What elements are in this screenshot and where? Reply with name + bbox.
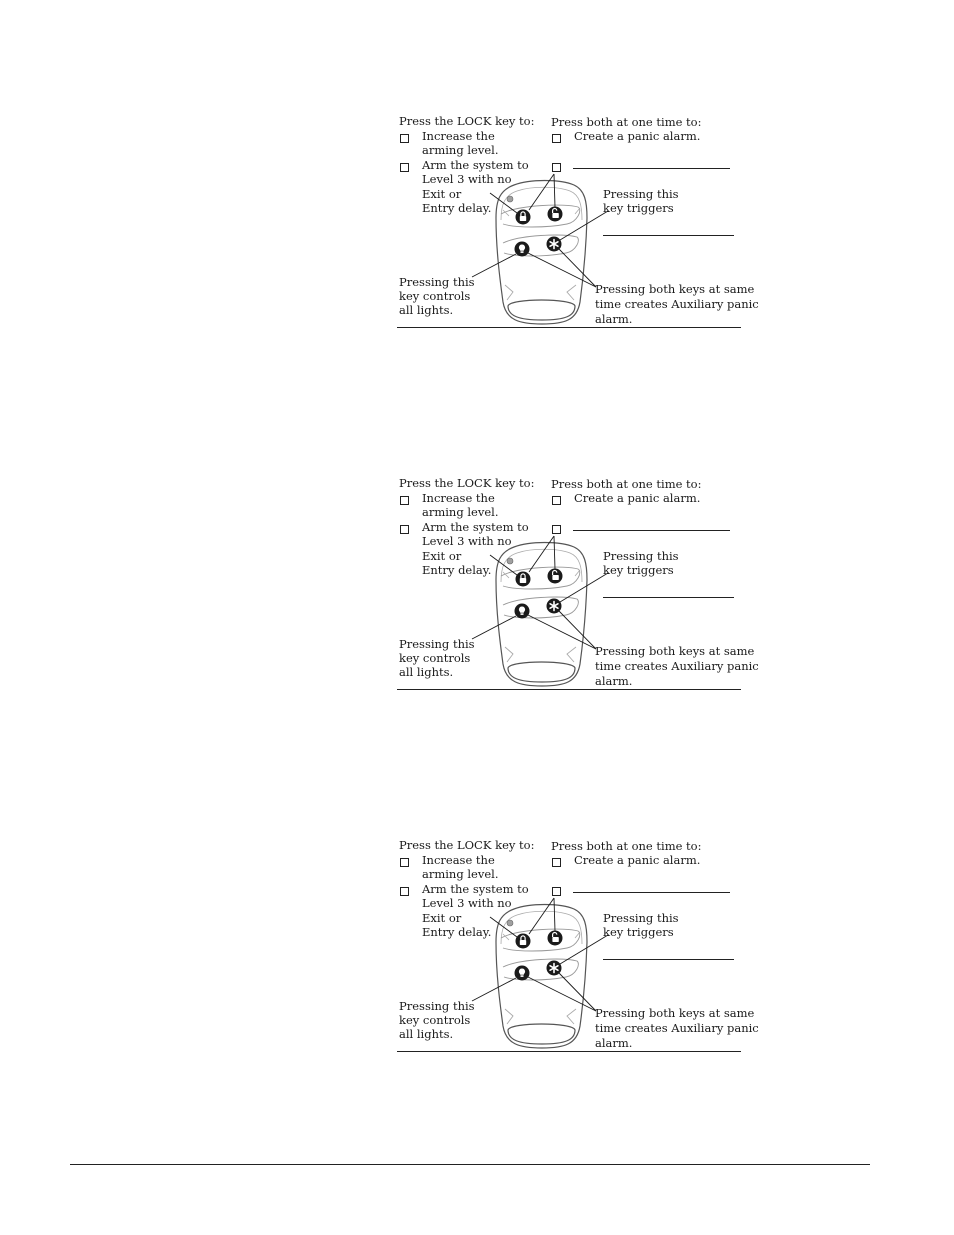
leader-both-to-lock <box>529 898 554 934</box>
leader-aux-to-light <box>528 253 596 287</box>
light-caption-line-3: all lights. <box>399 1027 454 1041</box>
right-groove <box>567 285 576 300</box>
star-caption-line-2: key triggers <box>603 201 674 215</box>
leader-both-to-lock <box>529 174 554 210</box>
star-caption-line-1: Pressing this <box>603 549 679 563</box>
lock-option-1-line-2: arming level. <box>422 143 499 157</box>
lock-option-2-line-3: Exit or <box>422 549 462 563</box>
aux-caption-line-2: time creates Auxiliary panic <box>595 659 759 673</box>
aux-caption-line-1: Pressing both keys at same <box>595 1006 755 1020</box>
lock-option-2-line-1: Arm the system to <box>422 158 529 172</box>
lock-option-2-line-3: Exit or <box>422 187 462 201</box>
lock-option-2-line-4: Entry delay. <box>422 925 492 939</box>
key-fob-diagram-3 <box>397 834 759 1052</box>
star-caption-line-2: key triggers <box>603 925 674 939</box>
leader-both-to-unlock <box>554 174 555 207</box>
lower-button-band <box>503 235 578 256</box>
led-indicator <box>507 558 513 564</box>
leader-aux-to-light <box>528 615 596 649</box>
key-ring-slot <box>508 300 575 320</box>
panel-bottom-rule <box>397 1051 741 1052</box>
leader-aux-to-star <box>559 611 596 649</box>
led-indicator <box>507 196 513 202</box>
light-bulb-icon <box>515 604 530 619</box>
lower-button-band <box>503 597 578 618</box>
key-fob-diagram-2 <box>397 472 759 690</box>
lock-option-1-line-1: Increase the <box>422 129 495 143</box>
leader-star <box>560 573 608 602</box>
left-groove <box>505 647 513 662</box>
unlock-icon <box>548 931 563 946</box>
key-fob-drawing <box>397 834 741 1052</box>
both-heading: Press both at one time to: <box>551 839 702 853</box>
aux-caption-line-2: time creates Auxiliary panic <box>595 297 759 311</box>
lock-heading: Press the LOCK key to: <box>399 476 535 490</box>
aux-caption-line-1: Pressing both keys at same <box>595 644 755 658</box>
leader-star <box>560 211 608 240</box>
lock-option-1-line-2: arming level. <box>422 505 499 519</box>
upper-button-band <box>501 205 580 227</box>
leader-star <box>560 935 608 964</box>
key-fob-drawing <box>397 110 741 328</box>
aux-caption-line-3: alarm. <box>595 674 633 688</box>
lock-option-2-line-4: Entry delay. <box>422 563 492 577</box>
aux-caption-line-3: alarm. <box>595 312 633 326</box>
light-bulb-icon <box>515 966 530 981</box>
both-option-1: Create a panic alarm. <box>574 853 701 867</box>
star-caption-line-1: Pressing this <box>603 911 679 925</box>
star-caption-line-2: key triggers <box>603 563 674 577</box>
leader-aux-to-star <box>559 973 596 1011</box>
lock-icon <box>516 572 531 587</box>
lock-option-2-line-1: Arm the system to <box>422 520 529 534</box>
light-caption-line-3: all lights. <box>399 665 454 679</box>
right-groove <box>567 1009 576 1024</box>
light-caption-line-2: key controls <box>399 289 471 303</box>
key-ring-slot <box>508 662 575 682</box>
page-footer-rule <box>70 1164 870 1165</box>
both-heading: Press both at one time to: <box>551 115 702 129</box>
aux-caption-line-3: alarm. <box>595 1036 633 1050</box>
lock-icon <box>516 210 531 225</box>
unlock-icon <box>548 569 563 584</box>
lock-option-2-line-2: Level 3 with no <box>422 896 512 910</box>
light-caption-line-2: key controls <box>399 1013 471 1027</box>
lock-option-2-line-3: Exit or <box>422 911 462 925</box>
led-indicator <box>507 920 513 926</box>
unlock-icon <box>548 207 563 222</box>
lock-option-1-line-1: Increase the <box>422 853 495 867</box>
lock-option-1-line-2: arming level. <box>422 867 499 881</box>
light-caption-line-1: Pressing this <box>399 999 475 1013</box>
lock-option-2-line-1: Arm the system to <box>422 882 529 896</box>
leader-light <box>472 616 516 639</box>
light-caption-line-2: key controls <box>399 651 471 665</box>
left-groove <box>505 285 513 300</box>
leader-aux-to-star <box>559 249 596 287</box>
light-caption-line-3: all lights. <box>399 303 454 317</box>
left-groove <box>505 1009 513 1024</box>
lock-option-2-line-2: Level 3 with no <box>422 172 512 186</box>
leader-both-to-lock <box>529 536 554 572</box>
upper-button-band <box>501 567 580 589</box>
lock-option-2-line-2: Level 3 with no <box>422 534 512 548</box>
light-caption-line-1: Pressing this <box>399 637 475 651</box>
lock-heading: Press the LOCK key to: <box>399 838 535 852</box>
lock-heading: Press the LOCK key to: <box>399 114 535 128</box>
upper-button-band <box>501 929 580 951</box>
light-caption-line-1: Pressing this <box>399 275 475 289</box>
key-ring-slot <box>508 1024 575 1044</box>
leader-aux-to-light <box>528 977 596 1011</box>
both-heading: Press both at one time to: <box>551 477 702 491</box>
panel-bottom-rule <box>397 689 741 690</box>
aux-caption-line-2: time creates Auxiliary panic <box>595 1021 759 1035</box>
panel-bottom-rule <box>397 327 741 328</box>
leader-light <box>472 978 516 1001</box>
lock-option-2-line-4: Entry delay. <box>422 201 492 215</box>
key-fob-diagram-1 <box>397 110 759 328</box>
star-caption-line-1: Pressing this <box>603 187 679 201</box>
leader-light <box>472 254 516 277</box>
aux-caption-line-1: Pressing both keys at same <box>595 282 755 296</box>
right-groove <box>567 647 576 662</box>
key-fob-drawing <box>397 472 741 690</box>
both-option-1: Create a panic alarm. <box>574 129 701 143</box>
lock-icon <box>516 934 531 949</box>
lower-button-band <box>503 959 578 980</box>
light-bulb-icon <box>515 242 530 257</box>
lock-option-1-line-1: Increase the <box>422 491 495 505</box>
leader-both-to-unlock <box>554 898 555 931</box>
both-option-1: Create a panic alarm. <box>574 491 701 505</box>
leader-both-to-unlock <box>554 536 555 569</box>
